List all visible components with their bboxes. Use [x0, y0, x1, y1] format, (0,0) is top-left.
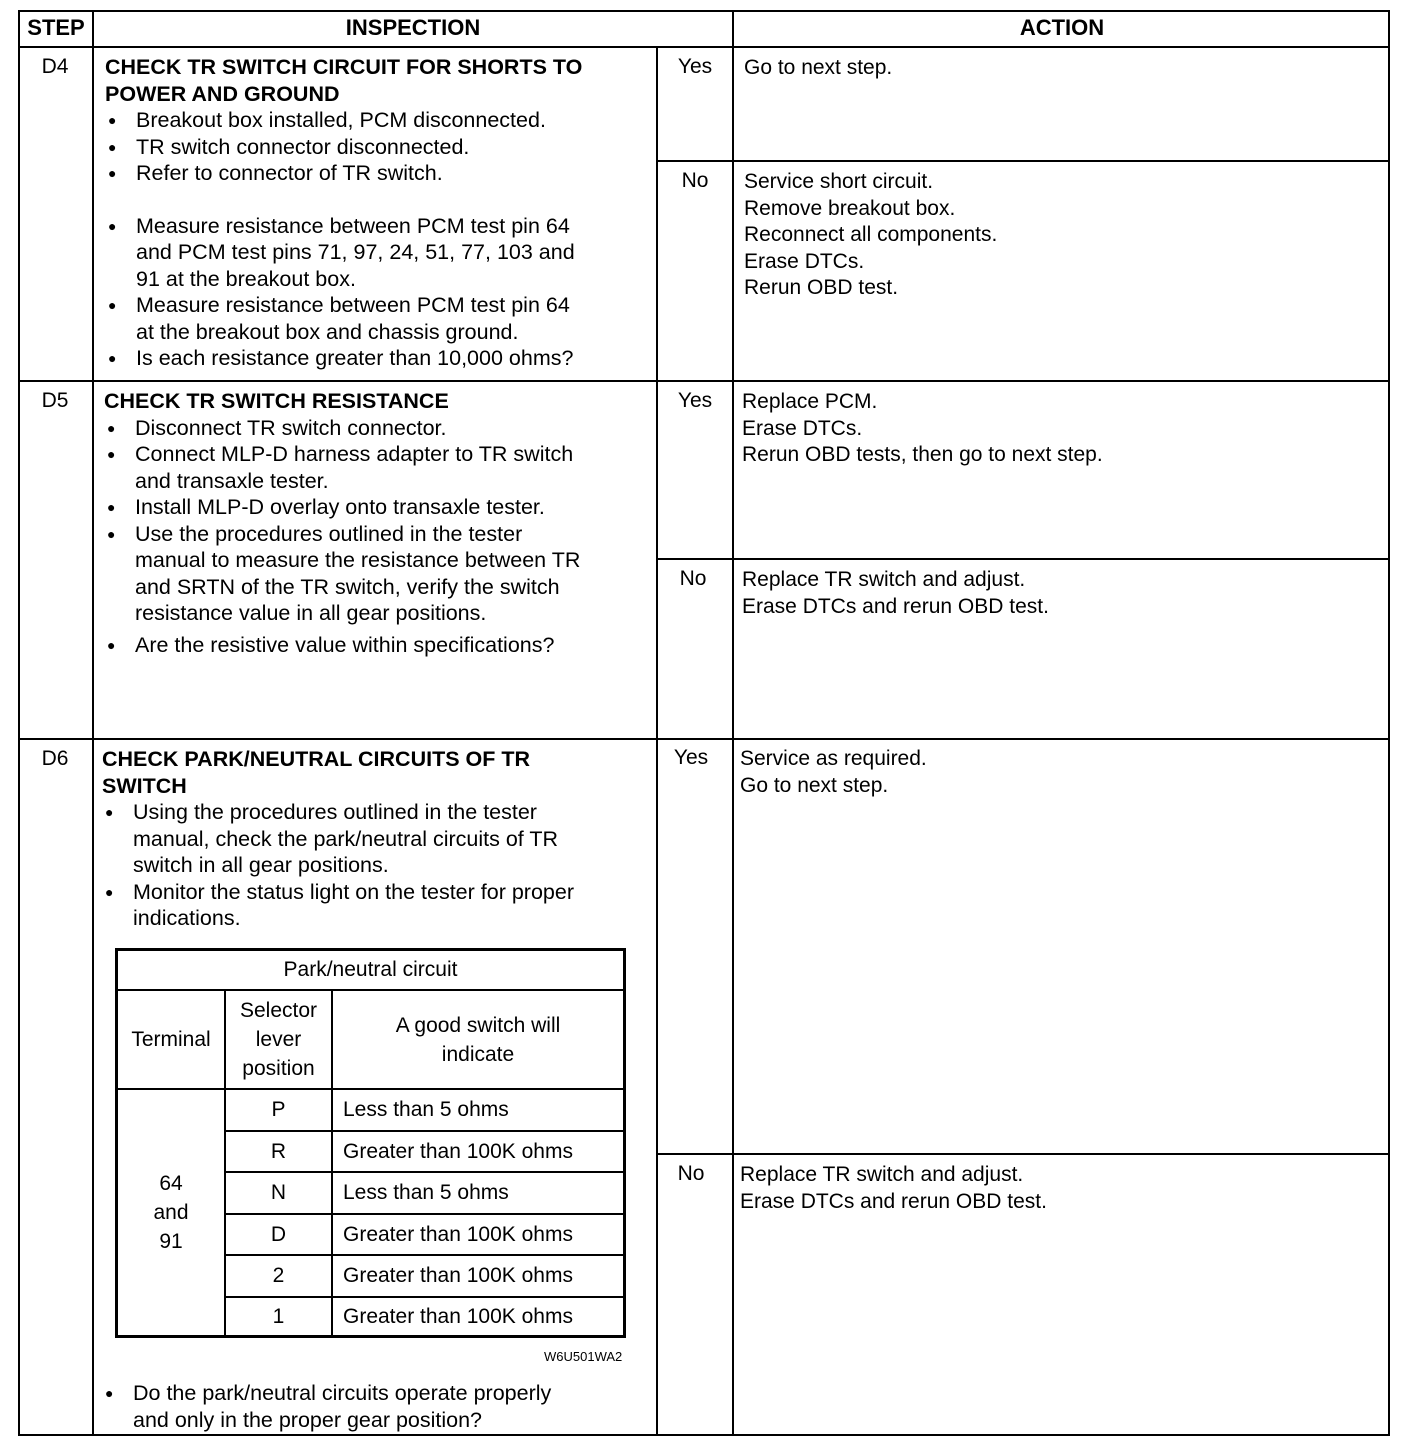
step-id-d5: D5: [41, 389, 69, 412]
yes-label-d5: Yes: [677, 389, 713, 412]
pn-col-indicate: A good switch will indicate: [395, 1013, 561, 1066]
inspection-d5: [104, 388, 656, 658]
bullet-item: ● Install MLP-D overlay onto transaxle tester.: [104, 494, 656, 521]
inspection-d4: [105, 54, 655, 372]
diagnostic-table: [18, 10, 1390, 1436]
pn-terminal-value: 64 and 91: [153, 1172, 189, 1253]
row-divider-d4: [18, 380, 1390, 382]
action-column-divider: [732, 10, 734, 1436]
pn-indication: Less than 5 ohms: [343, 1181, 509, 1204]
table-border-left: [18, 10, 20, 1436]
pn-position: N: [270, 1181, 287, 1204]
bullet-item: ● Measure resistance between PCM test pin 64 and PCM test pins 71, 97, 24, 51, 77, 103 and 91 at the breakout box.: [105, 213, 655, 293]
pn-indication: Greater than 100K ohms: [343, 1264, 573, 1287]
bullet-item: ● Disconnect TR switch connector.: [104, 415, 656, 442]
pn-position: R: [270, 1139, 287, 1163]
pn-position: D: [270, 1222, 287, 1246]
park-neutral-table: [115, 948, 626, 1338]
yes-action-d4: Go to next step.: [744, 56, 893, 79]
step-column-divider: [92, 10, 94, 1436]
bullet-item: ● Monitor the status light on the tester for proper indications.: [102, 879, 654, 932]
bullet-item: ● Refer to connector of TR switch.: [105, 160, 655, 187]
header-step: STEP: [27, 15, 85, 40]
bullet-item: ● Do the park/neutral circuits operate properly and only in the proper gear position?: [102, 1380, 654, 1433]
step-id-d4: D4: [41, 55, 69, 78]
pn-position: 1: [272, 1304, 285, 1328]
pn-indication: Greater than 100K ohms: [343, 1304, 573, 1328]
bullet-item: ● Use the procedures outlined in the tester manual to measure the resistance between TR and SRTN of the TR switch, verify the switch resistance value in all gear positions.: [104, 521, 656, 627]
table-border-bottom: [18, 1434, 1390, 1436]
header-divider: [18, 46, 1390, 48]
pn-position: 2: [272, 1264, 285, 1287]
pn-title: Park/neutral circuit: [283, 958, 458, 981]
no-action-d4: Service short circuit. Remove breakout box. Reconnect all components. Erase DTCs. Rerun OBD test.: [744, 170, 998, 299]
bullet-item: ● Using the procedures outlined in the tester manual, check the park/neutral circuits of TR switch in all gear positions.: [102, 799, 654, 879]
no-label-d5: No: [679, 567, 707, 590]
header-inspection: INSPECTION: [345, 15, 481, 40]
yes-label-d6: Yes: [673, 746, 709, 769]
bullet-item: ● Is each resistance greater than 10,000 ohms?: [105, 345, 655, 372]
yes-no-divider-d4: [656, 160, 1390, 162]
inspection-d6: [102, 746, 654, 932]
bullet-item: ● Breakout box installed, PCM disconnected.: [105, 107, 655, 134]
header-action: ACTION: [1019, 15, 1105, 40]
step-title-d5: CHECK TR SWITCH RESISTANCE: [104, 389, 449, 413]
no-action-d6: Replace TR switch and adjust. Erase DTCs and rerun OBD test.: [740, 1163, 1047, 1213]
pn-indication: Greater than 100K ohms: [343, 1222, 573, 1246]
step-title-d4: CHECK TR SWITCH CIRCUIT FOR SHORTS TO POWER AND GROUND: [105, 55, 583, 106]
yes-label-d4: Yes: [677, 55, 713, 78]
no-label-d6: No: [677, 1162, 705, 1185]
no-label-d4: No: [681, 169, 709, 192]
yes-no-divider-d5: [656, 558, 1390, 560]
table-border-right: [1388, 10, 1390, 1436]
yes-action-d6: Service as required. Go to next step.: [740, 747, 927, 797]
step-title-d6: CHECK PARK/NEUTRAL CIRCUITS OF TR SWITCH: [102, 747, 531, 798]
bullet-item: ● Are the resistive value within specifications?: [104, 632, 656, 659]
step-id-d6: D6: [41, 747, 69, 770]
pn-position: P: [271, 1098, 286, 1121]
yes-action-d5: Replace PCM. Erase DTCs. Rerun OBD tests, then go to next step.: [742, 390, 1103, 466]
pn-indication: Greater than 100K ohms: [343, 1139, 573, 1163]
no-action-d5: Replace TR switch and adjust. Erase DTCs and rerun OBD test.: [742, 568, 1049, 618]
yes-no-divider-d6: [656, 1153, 1390, 1155]
row-divider-d5: [18, 738, 1390, 740]
bullet-item: ● Measure resistance between PCM test pin 64 at the breakout box and chassis ground.: [105, 292, 655, 345]
figure-code: W6U501WA2: [544, 1349, 623, 1364]
pn-col-selector: Selector lever position: [239, 999, 318, 1080]
bullet-item: ● Connect MLP-D harness adapter to TR switch and transaxle tester.: [104, 441, 656, 494]
pn-col-terminal: Terminal: [131, 1027, 211, 1051]
bullet-item: ● TR switch connector disconnected.: [105, 134, 655, 161]
final-question-d6: [102, 1380, 654, 1433]
inspection-column-divider: [656, 46, 658, 1436]
pn-indication: Less than 5 ohms: [343, 1098, 509, 1121]
